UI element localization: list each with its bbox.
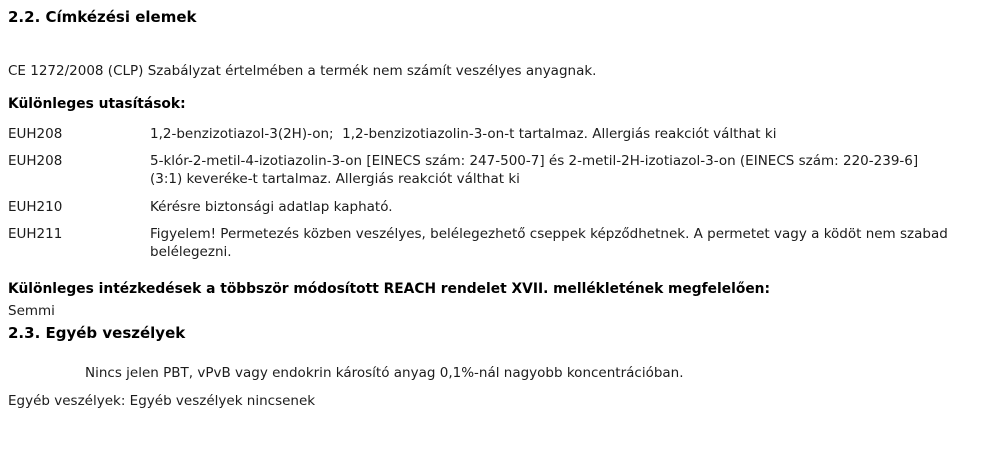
euh-text: 5-klór-2-metil-4-izotiazolin-3-on [EINECS szám: 247-500-7] és 2-metil-2H-izotiazol-3-on (EINECS szám: 220-239-6] (3:1) keveréke-t tartalmaz. Allergiás reakciót válthat ki [150,153,923,187]
euh-code: EUH208 [8,153,63,169]
section-2-3-title: 2.3. Egyéb veszélyek [8,324,186,342]
special-instructions-heading: Különleges utasítások: [8,96,186,112]
euh-code: EUH210 [8,199,63,215]
euh-code: EUH211 [8,226,63,242]
euh-statements-table [8,125,975,261]
euh-statement-row [8,225,975,261]
euh-text: 1,2-benzizotiazol-3(2H)-on; 1,2-benzizotiazolin-3-on-t tartalmaz. Allergiás reakciót válthat ki [150,126,777,142]
euh-statement-row [8,125,975,143]
reach-restrictions-heading: Különleges intézkedések a többször módosított REACH rendelet XVII. mellékletének megfelelően: [8,281,771,297]
euh-text: Figyelem! Permetezés közben veszélyes, belélegezhető cseppek képződhetnek. A permetet vagy a ködöt nem szabad belélegezni. [150,226,953,260]
euh-statement-row [8,152,975,188]
euh-text: Kérésre biztonsági adatlap kapható. [150,199,393,215]
euh-statement-row [8,198,975,216]
euh-code: EUH208 [8,126,63,142]
reach-restrictions-value: Semmi [8,303,55,319]
clp-statement: CE 1272/2008 (CLP) Szabályzat értelmében a termék nem számít veszélyes anyagnak. [8,63,597,79]
section-2-2-title: 2.2. Címkézési elemek [8,8,197,26]
other-hazards-statement: Egyéb veszélyek: Egyéb veszélyek nincsenek [8,393,316,409]
pbt-statement: Nincs jelen PBT, vPvB vagy endokrin károsító anyag 0,1%-nál nagyobb koncentrációban. [85,365,684,381]
